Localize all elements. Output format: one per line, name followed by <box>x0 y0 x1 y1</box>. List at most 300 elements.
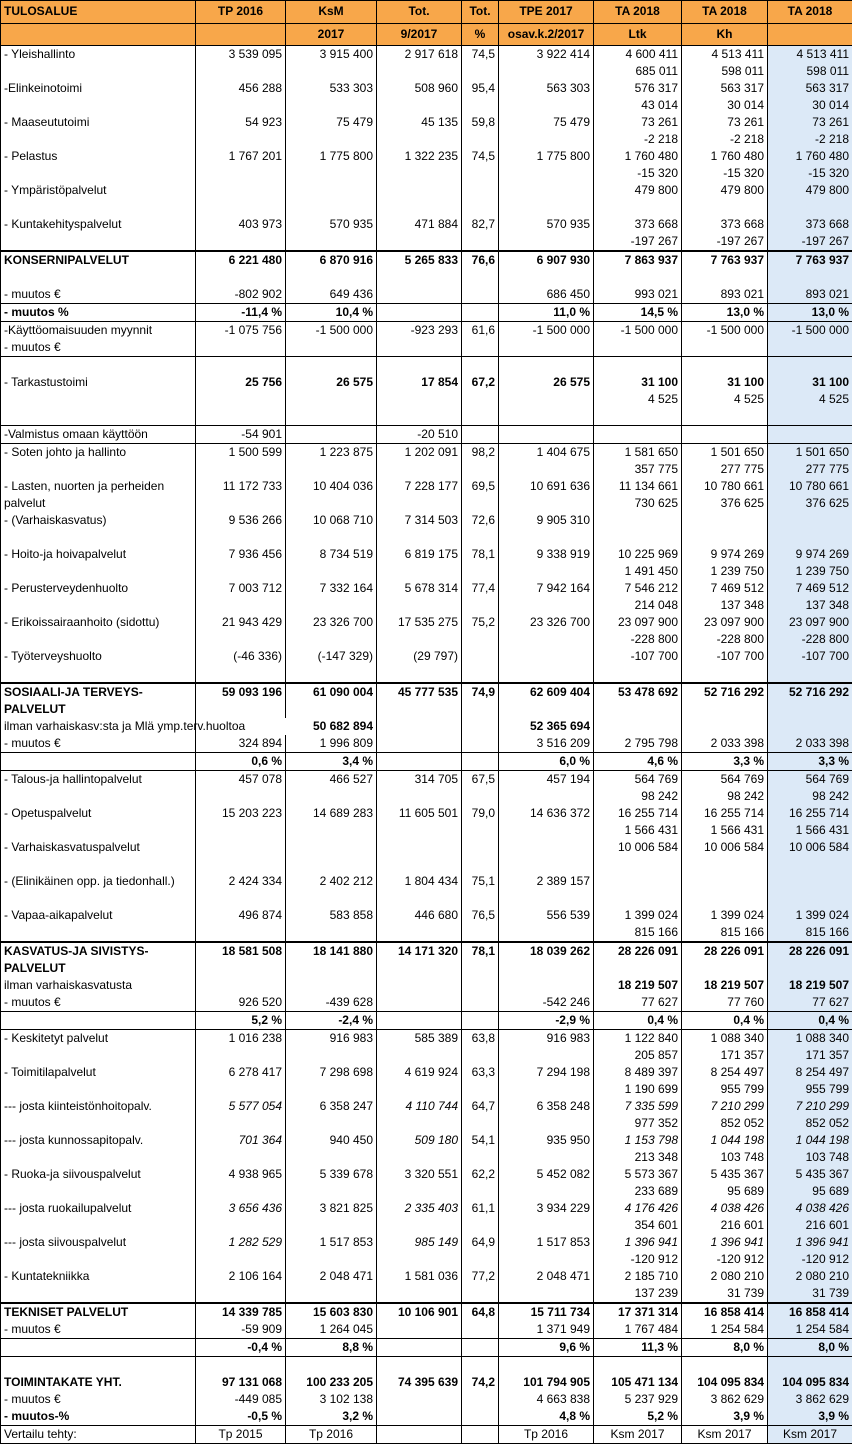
value-cell <box>594 701 682 718</box>
value-cell <box>196 182 286 199</box>
row-label: ilman varhaiskasv:sta ja Mlä ymp.terv.huoltoa <box>1 718 196 735</box>
value-cell: 10 691 636 <box>499 478 594 495</box>
value-cell: 78,1 <box>462 942 499 960</box>
value-cell <box>196 357 286 375</box>
value-cell: 1 517 853 <box>286 1234 377 1251</box>
value-cell: -197 267 <box>594 233 682 251</box>
value-cell: 9 536 266 <box>196 512 286 529</box>
value-cell: 31 739 <box>682 1285 768 1303</box>
value-cell: 701 364 <box>196 1132 286 1149</box>
value-cell: 11,3 % <box>594 1339 682 1357</box>
value-cell <box>499 1081 594 1098</box>
value-cell: 0,4 % <box>768 1012 852 1030</box>
value-cell <box>499 408 594 426</box>
value-cell: -228 800 <box>682 631 768 648</box>
header-cell: TA 2018 <box>682 1 768 24</box>
header-cell: TA 2018 <box>594 1 682 24</box>
value-cell: 7 469 512 <box>682 580 768 597</box>
value-cell: 26 575 <box>286 374 377 391</box>
value-cell: 11 134 661 <box>594 478 682 495</box>
value-cell: 1 202 091 <box>377 444 462 462</box>
value-cell: -54 901 <box>196 426 286 444</box>
value-cell <box>377 1251 462 1268</box>
value-cell: 1 404 675 <box>499 444 594 462</box>
value-cell <box>377 597 462 614</box>
value-cell <box>594 873 682 890</box>
value-cell: 16 858 414 <box>682 1303 768 1321</box>
value-cell: 1 239 750 <box>682 563 768 580</box>
value-cell: 7 332 164 <box>286 580 377 597</box>
value-cell: 59 093 196 <box>196 683 286 701</box>
value-cell <box>768 1357 852 1375</box>
row-label: -Elinkeinotoimi <box>1 80 196 97</box>
value-cell: 9,6 % <box>499 1339 594 1357</box>
value-cell: 73 261 <box>594 114 682 131</box>
value-cell: 4 525 <box>682 391 768 408</box>
value-cell: 4 176 426 <box>594 1200 682 1217</box>
value-cell: 3,3 % <box>768 753 852 771</box>
value-cell: 893 021 <box>768 286 852 304</box>
value-cell: 9 338 919 <box>499 546 594 563</box>
value-cell: 26 575 <box>499 374 594 391</box>
value-cell: 1 153 798 <box>594 1132 682 1149</box>
value-cell: 77 760 <box>682 994 768 1012</box>
value-cell: 4 110 744 <box>377 1098 462 1115</box>
value-cell <box>682 199 768 216</box>
value-cell <box>377 1081 462 1098</box>
row-label <box>1 1047 196 1064</box>
row-label: --- josta kunnossapitopalv. <box>1 1132 196 1149</box>
value-cell: 95,4 <box>462 80 499 97</box>
value-cell <box>682 357 768 375</box>
table-row <box>1 165 852 182</box>
value-cell: 2 033 398 <box>682 735 768 753</box>
value-cell <box>499 1115 594 1132</box>
table-row <box>1 977 852 994</box>
value-cell <box>594 408 682 426</box>
table-row <box>1 114 852 131</box>
value-cell: 1 581 650 <box>594 444 682 462</box>
value-cell: 104 095 834 <box>768 1374 852 1391</box>
value-cell: 1 016 238 <box>196 1030 286 1048</box>
header-cell <box>1 24 196 46</box>
value-cell <box>196 97 286 114</box>
value-cell: 5 237 929 <box>594 1391 682 1408</box>
value-cell: -542 246 <box>499 994 594 1012</box>
value-cell: 137 348 <box>682 597 768 614</box>
value-cell: 1 767 484 <box>594 1321 682 1339</box>
table-row <box>1 1408 852 1426</box>
value-cell <box>462 286 499 304</box>
value-cell: 4 525 <box>768 391 852 408</box>
table-row <box>1 148 852 165</box>
value-cell <box>196 1081 286 1098</box>
value-cell: 3 922 414 <box>499 46 594 64</box>
value-cell <box>768 873 852 890</box>
value-cell <box>377 1012 462 1030</box>
value-cell: 10 225 969 <box>594 546 682 563</box>
value-cell <box>499 461 594 478</box>
value-cell: 76,6 <box>462 251 499 269</box>
value-cell <box>462 597 499 614</box>
row-label: KASVATUS-JA SIVISTYS- <box>1 942 196 960</box>
value-cell: 373 668 <box>768 216 852 233</box>
table-row <box>1 80 852 97</box>
value-cell: 1 566 431 <box>682 822 768 839</box>
table-row <box>1 1047 852 1064</box>
value-cell: 95 689 <box>768 1183 852 1200</box>
row-label: - muutos € <box>1 1321 196 1339</box>
row-label: - Lasten, nuorten ja perheiden <box>1 478 196 495</box>
row-label: - Kuntatekniikka <box>1 1268 196 1285</box>
value-cell: 357 775 <box>594 461 682 478</box>
value-cell <box>682 269 768 286</box>
row-label: SOSIAALI-JA TERVEYS- <box>1 683 196 701</box>
value-cell <box>768 856 852 873</box>
value-cell <box>286 597 377 614</box>
value-cell: -1 500 000 <box>499 322 594 340</box>
value-cell: 98 242 <box>768 788 852 805</box>
row-label: - muutos € <box>1 339 196 357</box>
table-row <box>1 839 852 856</box>
value-cell: 17 371 314 <box>594 1303 682 1321</box>
row-label: - Yleishallinto <box>1 46 196 64</box>
value-cell: 2 917 618 <box>377 46 462 64</box>
value-cell: 72,6 <box>462 512 499 529</box>
value-cell: 376 625 <box>682 495 768 512</box>
row-label <box>1 1012 196 1030</box>
value-cell: 11 172 733 <box>196 478 286 495</box>
value-cell <box>286 856 377 873</box>
value-cell <box>286 1285 377 1303</box>
value-cell <box>286 357 377 375</box>
value-cell: 985 149 <box>377 1234 462 1251</box>
table-row <box>1 1149 852 1166</box>
value-cell: 16 858 414 <box>768 1303 852 1321</box>
value-cell: -107 700 <box>594 648 682 665</box>
table-row <box>1 408 852 426</box>
value-cell: 563 317 <box>768 80 852 97</box>
value-cell: 45 135 <box>377 114 462 131</box>
value-cell: -59 909 <box>196 1321 286 1339</box>
row-label <box>1 357 196 375</box>
table-row <box>1 1183 852 1200</box>
value-cell: (-147 329) <box>286 648 377 665</box>
value-cell <box>377 165 462 182</box>
value-cell <box>286 63 377 80</box>
value-cell <box>499 977 594 994</box>
header-cell: % <box>462 24 499 46</box>
value-cell: 1 254 584 <box>682 1321 768 1339</box>
table-row <box>1 251 852 269</box>
value-cell <box>196 1047 286 1064</box>
value-cell <box>286 1081 377 1098</box>
value-cell: 2 080 210 <box>682 1268 768 1285</box>
value-cell: 563 303 <box>499 80 594 97</box>
value-cell: 4 038 426 <box>682 1200 768 1217</box>
value-cell <box>594 426 682 444</box>
value-cell: 213 348 <box>594 1149 682 1166</box>
table-row <box>1 546 852 563</box>
table-row <box>1 873 852 890</box>
value-cell <box>768 357 852 375</box>
value-cell <box>462 1012 499 1030</box>
value-cell <box>286 461 377 478</box>
value-cell <box>594 856 682 873</box>
value-cell: 216 601 <box>768 1217 852 1234</box>
value-cell <box>499 495 594 512</box>
value-cell: 10 106 901 <box>377 1303 462 1321</box>
value-cell: -1 500 000 <box>768 322 852 340</box>
value-cell: 30 014 <box>768 97 852 114</box>
value-cell: 2 048 471 <box>286 1268 377 1285</box>
value-cell: 496 874 <box>196 907 286 924</box>
value-cell <box>594 339 682 357</box>
value-cell: 59,8 <box>462 114 499 131</box>
row-label: - Erikoissairaanhoito (sidottu) <box>1 614 196 631</box>
value-cell <box>377 1217 462 1234</box>
value-cell: 98 242 <box>594 788 682 805</box>
value-cell: 1 396 941 <box>594 1234 682 1251</box>
value-cell: -1 075 756 <box>196 322 286 340</box>
value-cell: -228 800 <box>768 631 852 648</box>
value-cell: 73 261 <box>682 114 768 131</box>
row-label: PALVELUT <box>1 960 196 977</box>
value-cell: -1 500 000 <box>682 322 768 340</box>
value-cell <box>377 701 462 718</box>
table-header <box>1 1 852 46</box>
row-label <box>1 822 196 839</box>
value-cell: 3 516 209 <box>499 735 594 753</box>
value-cell: 1 996 809 <box>286 735 377 753</box>
value-cell: 314 705 <box>377 771 462 789</box>
value-cell <box>286 1047 377 1064</box>
value-cell: -439 628 <box>286 994 377 1012</box>
table-row <box>1 97 852 114</box>
value-cell <box>499 529 594 546</box>
value-cell <box>196 1357 286 1375</box>
row-label: --- josta ruokailupalvelut <box>1 1200 196 1217</box>
table-row <box>1 1251 852 1268</box>
row-label: - muutos € <box>1 1391 196 1408</box>
value-cell: 50 682 894 <box>286 718 377 735</box>
row-label: - muutos-% <box>1 1408 196 1426</box>
table-row <box>1 216 852 233</box>
value-cell: 3 934 229 <box>499 1200 594 1217</box>
table-row <box>1 374 852 391</box>
value-cell <box>462 97 499 114</box>
table-row <box>1 805 852 822</box>
value-cell: 1 223 875 <box>286 444 377 462</box>
value-cell <box>377 1047 462 1064</box>
value-cell: 14 171 320 <box>377 942 462 960</box>
value-cell <box>377 339 462 357</box>
value-cell: -197 267 <box>768 233 852 251</box>
table-row <box>1 339 852 357</box>
value-cell <box>499 1251 594 1268</box>
value-cell <box>462 131 499 148</box>
value-cell: 3,9 % <box>768 1408 852 1426</box>
value-cell <box>377 631 462 648</box>
value-cell: 216 601 <box>682 1217 768 1234</box>
value-cell <box>768 890 852 907</box>
table-row <box>1 1098 852 1115</box>
value-cell: 76,5 <box>462 907 499 924</box>
value-cell: 563 317 <box>682 80 768 97</box>
value-cell: Ksm 2017 <box>594 1426 682 1444</box>
header-cell: 2017 <box>286 24 377 46</box>
value-cell: 67,5 <box>462 771 499 789</box>
value-cell: 28 226 091 <box>768 942 852 960</box>
value-cell <box>196 890 286 907</box>
value-cell: 815 166 <box>682 924 768 942</box>
row-label: -Valmistus omaan käyttöön <box>1 426 196 444</box>
value-cell: 105 471 134 <box>594 1374 682 1391</box>
table-row <box>1 960 852 977</box>
row-label <box>1 1183 196 1200</box>
value-cell <box>462 1285 499 1303</box>
value-cell <box>196 665 286 683</box>
value-cell: 3 821 825 <box>286 1200 377 1217</box>
value-cell: 3 102 138 <box>286 1391 377 1408</box>
value-cell <box>499 339 594 357</box>
header-cell: TPE 2017 <box>499 1 594 24</box>
value-cell: Ksm 2017 <box>682 1426 768 1444</box>
value-cell <box>377 924 462 942</box>
table-row <box>1 63 852 80</box>
value-cell <box>682 873 768 890</box>
value-cell: 15 203 223 <box>196 805 286 822</box>
value-cell: 1 399 024 <box>768 907 852 924</box>
table-row <box>1 994 852 1012</box>
value-cell: 1 501 650 <box>682 444 768 462</box>
value-cell: 7 210 299 <box>768 1098 852 1115</box>
value-cell <box>462 665 499 683</box>
value-cell: 95 689 <box>682 1183 768 1200</box>
row-label <box>1 631 196 648</box>
header-cell: osav.k.2/2017 <box>499 24 594 46</box>
table-row <box>1 1339 852 1357</box>
value-cell: 14,5 % <box>594 304 682 322</box>
table-row <box>1 580 852 597</box>
value-cell: 649 436 <box>286 286 377 304</box>
value-cell: 457 078 <box>196 771 286 789</box>
value-cell: 3,3 % <box>682 753 768 771</box>
value-cell: 940 450 <box>286 1132 377 1149</box>
value-cell: -120 912 <box>768 1251 852 1268</box>
row-label <box>1 391 196 408</box>
value-cell: 3,2 % <box>286 1408 377 1426</box>
header-cell: Tot. <box>377 1 462 24</box>
table-row <box>1 1426 852 1444</box>
value-cell <box>286 822 377 839</box>
value-cell: 1 491 450 <box>594 563 682 580</box>
value-cell <box>377 665 462 683</box>
value-cell <box>462 788 499 805</box>
value-cell: 1 500 599 <box>196 444 286 462</box>
value-cell: 171 357 <box>768 1047 852 1064</box>
value-cell <box>499 97 594 114</box>
value-cell <box>377 839 462 856</box>
value-cell <box>377 856 462 873</box>
value-cell: -0,4 % <box>196 1339 286 1357</box>
header-cell <box>768 24 852 46</box>
value-cell: 14 689 283 <box>286 805 377 822</box>
value-cell: 815 166 <box>768 924 852 942</box>
value-cell: 556 539 <box>499 907 594 924</box>
value-cell <box>499 822 594 839</box>
value-cell <box>196 701 286 718</box>
value-cell <box>499 269 594 286</box>
value-cell <box>682 339 768 357</box>
value-cell <box>377 890 462 907</box>
value-cell <box>462 182 499 199</box>
value-cell: 1 088 340 <box>682 1030 768 1048</box>
value-cell <box>499 890 594 907</box>
value-cell: 7 763 937 <box>682 251 768 269</box>
value-cell <box>594 269 682 286</box>
value-cell <box>462 199 499 216</box>
value-cell: 4 938 965 <box>196 1166 286 1183</box>
value-cell: 14 339 785 <box>196 1303 286 1321</box>
value-cell: 7 763 937 <box>768 251 852 269</box>
value-cell <box>196 1217 286 1234</box>
value-cell <box>594 1357 682 1375</box>
value-cell <box>377 1321 462 1339</box>
value-cell: 570 935 <box>286 216 377 233</box>
value-cell <box>196 1149 286 1166</box>
row-label: -Käyttöomaisuuden myynnit <box>1 322 196 340</box>
value-cell <box>377 718 462 735</box>
row-label: - Ympäristöpalvelut <box>1 182 196 199</box>
table-row <box>1 233 852 251</box>
value-cell <box>377 960 462 977</box>
value-cell <box>377 735 462 753</box>
value-cell: 4 525 <box>594 391 682 408</box>
value-cell: 17 854 <box>377 374 462 391</box>
value-cell: 1 760 480 <box>682 148 768 165</box>
value-cell: -923 293 <box>377 322 462 340</box>
value-cell <box>499 648 594 665</box>
value-cell: 28 226 091 <box>594 942 682 960</box>
value-cell <box>462 994 499 1012</box>
value-cell <box>462 1115 499 1132</box>
value-cell: 10 404 036 <box>286 478 377 495</box>
table-body <box>1 46 852 1444</box>
value-cell <box>196 788 286 805</box>
value-cell: 533 303 <box>286 80 377 97</box>
value-cell <box>377 408 462 426</box>
value-cell: 1 254 584 <box>768 1321 852 1339</box>
value-cell: 8 254 497 <box>682 1064 768 1081</box>
value-cell <box>286 890 377 907</box>
row-label <box>1 788 196 805</box>
value-cell: 64,8 <box>462 1303 499 1321</box>
value-cell: 1 190 699 <box>594 1081 682 1098</box>
value-cell <box>196 1251 286 1268</box>
value-cell: 74 395 639 <box>377 1374 462 1391</box>
value-cell <box>377 563 462 580</box>
value-cell <box>499 1285 594 1303</box>
value-cell: 852 052 <box>682 1115 768 1132</box>
value-cell: 1 760 480 <box>594 148 682 165</box>
value-cell: -15 320 <box>768 165 852 182</box>
value-cell <box>462 563 499 580</box>
table-row <box>1 444 852 462</box>
value-cell: 4,6 % <box>594 753 682 771</box>
value-cell: 6 907 930 <box>499 251 594 269</box>
value-cell <box>286 631 377 648</box>
